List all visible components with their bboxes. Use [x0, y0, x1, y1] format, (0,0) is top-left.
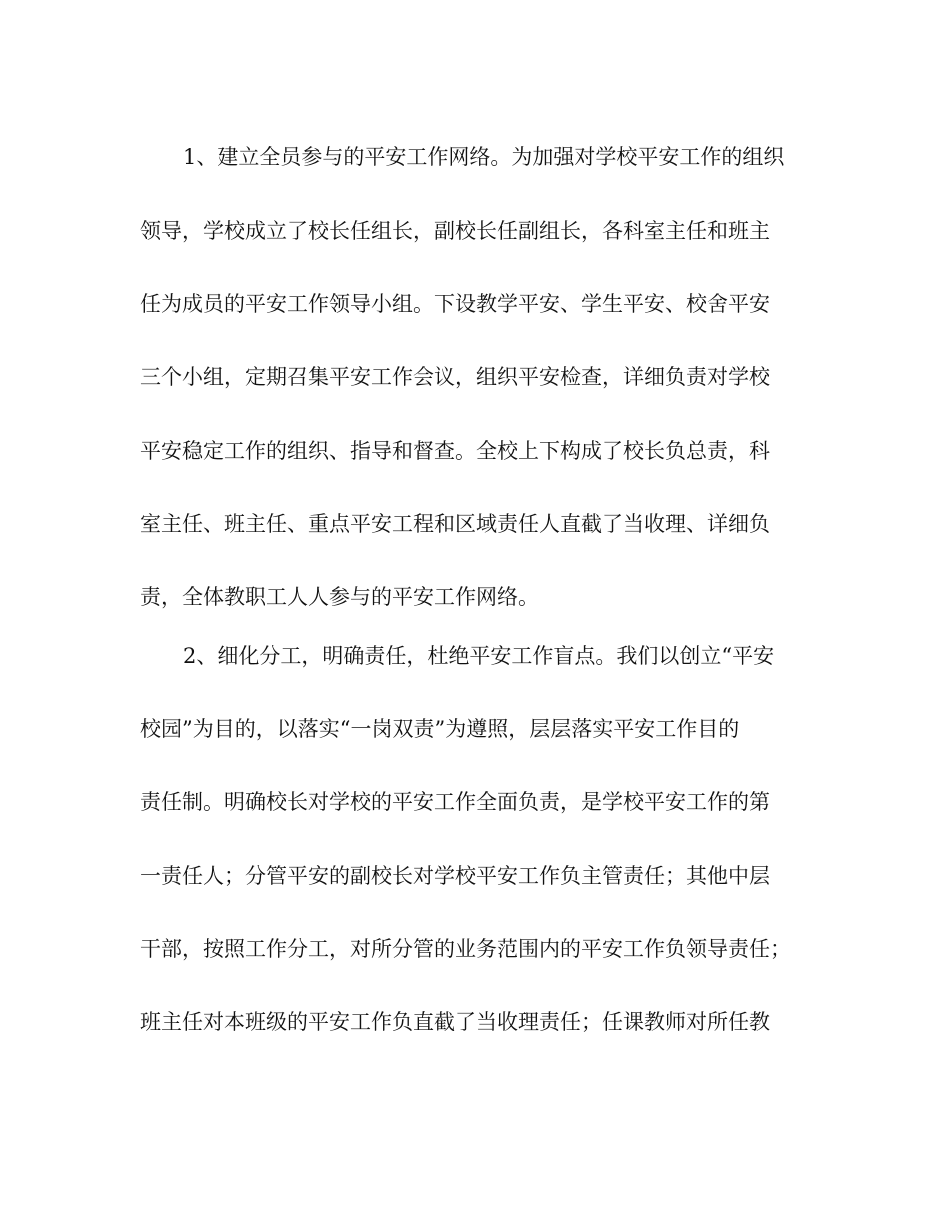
paragraph-1-line-7: 责，全体教职工人人参与的平安工作网络。: [140, 585, 539, 609]
paragraph-2-line-2: 校园”为目的，以落实“一岗双责”为遵照，层层落实平安工作目的: [140, 717, 740, 741]
paragraph-1-line-3: 任为成员的平安工作领导小组。下设教学平安、学生平安、校舍平安: [140, 292, 770, 316]
paragraph-2-line-1: 2、细化分工，明确责任，杜绝平安工作盲点。我们以创立“平安: [183, 644, 775, 668]
paragraph-1-line-5: 平安稳定工作的组织、指导和督查。全校上下构成了校长负总责，科: [140, 439, 770, 463]
paragraph-1-line-2: 领导，学校成立了校长任组长，副校长任副组长，各科室主任和班主: [140, 219, 770, 243]
paragraph-1-line-1: 1、建立全员参与的平安工作网络。为加强对学校平安工作的组织: [183, 145, 785, 169]
paragraph-1-line-6: 室主任、班主任、重点平安工程和区域责任人直截了当收理、详细负: [140, 512, 770, 536]
paragraph-1-line-4: 三个小组，定期召集平安工作会议，组织平安检查，详细负责对学校: [140, 365, 770, 389]
paragraph-2-line-6: 班主任对本班级的平安工作负直截了当收理责任；任课教师对所任教: [140, 1010, 770, 1034]
paragraph-2-line-5: 干部，按照工作分工，对所分管的业务范围内的平安工作负领导责任；: [140, 937, 791, 961]
paragraph-2-line-3: 责任制。明确校长对学校的平安工作全面负责，是学校平安工作的第: [140, 790, 770, 814]
paragraph-2-line-4: 一责任人；分管平安的副校长对学校平安工作负主管责任；其他中层: [140, 864, 770, 888]
